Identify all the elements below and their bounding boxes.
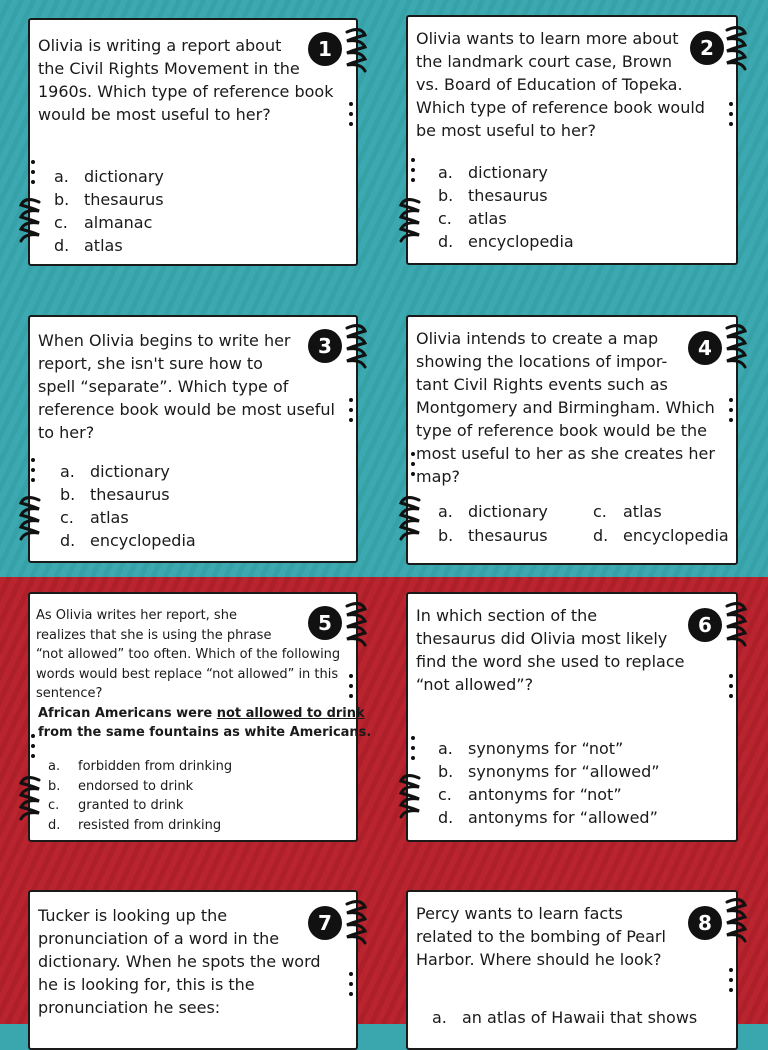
dots-decoration-icon — [410, 450, 416, 480]
card-number-badge: 3 — [308, 329, 342, 363]
option-a: a. an atlas of Hawaii that shows — [432, 1008, 698, 1027]
option-a: a. dictionary — [438, 163, 548, 182]
dots-decoration-icon — [410, 156, 416, 186]
answer-options — [438, 737, 660, 829]
spiral-binding-icon — [724, 322, 750, 374]
spiral-binding-icon — [16, 196, 42, 248]
dots-decoration-icon — [728, 672, 734, 702]
answer-options — [54, 165, 164, 257]
question-text: As Olivia writes her report, she realizes that she is using the phrase “not allowed” too often. Which of the following words would best replace “not allowed” in this sentence? — [36, 608, 341, 701]
dots-decoration-icon — [728, 100, 734, 130]
dots-decoration-icon — [410, 734, 416, 764]
option-a: a. synonyms for “not” — [438, 739, 624, 758]
task-card-4 — [406, 315, 738, 565]
question-text: Olivia wants to learn more about the landmark court case, Brown vs. Board of Education of Topeka. Which type of reference book would be most useful to her? — [416, 29, 705, 140]
card-number-badge: 4 — [688, 331, 722, 365]
option-b: b. thesaurus — [54, 190, 164, 209]
question-text: In which section of the thesaurus did Olivia most likely find the word she used to replace “not allowed”? — [416, 606, 685, 694]
answer-options — [432, 1006, 697, 1029]
task-card-3 — [28, 315, 358, 563]
task-card-1 — [28, 18, 358, 266]
task-card-6 — [406, 592, 738, 842]
option-b: b. synonyms for “allowed” — [438, 762, 660, 781]
option-b: b. thesaurus — [438, 526, 548, 545]
dots-decoration-icon — [30, 158, 36, 188]
question-text: Percy wants to learn facts related to the bombing of Pearl Harbor. Where should he look? — [416, 904, 666, 969]
card-number-badge: 2 — [690, 31, 724, 65]
option-c: c. atlas — [593, 502, 662, 521]
question-text: Tucker is looking up the pronunciation of a word in the dictionary. When he spots the word he is looking for, this is the pronunciation he sees: — [38, 906, 321, 1017]
spiral-binding-icon — [396, 772, 422, 824]
spiral-binding-icon — [344, 26, 370, 78]
task-card-7 — [28, 890, 358, 1050]
option-c: c. almanac — [54, 213, 153, 232]
dots-decoration-icon — [348, 672, 354, 702]
option-a: a. dictionary — [54, 167, 164, 186]
option-c: c. antonyms for “not” — [438, 785, 622, 804]
spiral-binding-icon — [396, 494, 422, 546]
spiral-binding-icon — [396, 196, 422, 248]
answer-options — [438, 500, 748, 548]
question-text: Olivia intends to create a map showing the locations of impor- tant Civil Rights events such as Montgomery and Birmingham. Which type of reference book would be the most useful to her as she creates her map? — [416, 329, 715, 486]
card-number-badge: 5 — [308, 606, 342, 640]
task-card-2 — [406, 15, 738, 265]
dots-decoration-icon — [728, 966, 734, 996]
option-b: b. endorsed to drink — [48, 778, 194, 794]
spiral-binding-icon — [724, 600, 750, 652]
option-a: a. forbidden from drinking — [48, 759, 233, 774]
example-sentence: African Americans were not allowed to drink from the same fountains as white Americans. — [38, 706, 372, 740]
option-c: c. atlas — [438, 209, 507, 228]
question-text: When Olivia begins to write her report, she isn't sure how to spell “separate”. Which type of reference book would be most useful to her? — [38, 331, 335, 442]
option-a: a. dictionary — [60, 462, 170, 481]
option-d: d. atlas — [54, 236, 123, 255]
dots-decoration-icon — [30, 732, 36, 762]
dots-decoration-icon — [348, 396, 354, 426]
dots-decoration-icon — [348, 100, 354, 130]
dots-decoration-icon — [30, 456, 36, 486]
option-d: d. antonyms for “allowed” — [438, 808, 658, 827]
option-b: b. thesaurus — [60, 485, 170, 504]
card-number-badge: 6 — [688, 608, 722, 642]
option-d: d. encyclopedia — [593, 526, 729, 545]
question-text: Olivia is writing a report about the Civil Rights Movement in the 1960s. Which type of reference book would be most useful to her? — [38, 36, 334, 124]
answer-options — [48, 757, 232, 835]
spiral-binding-icon — [16, 774, 42, 826]
card-number-badge: 8 — [688, 906, 722, 940]
option-a: a. dictionary — [438, 502, 548, 521]
dots-decoration-icon — [728, 396, 734, 426]
spiral-binding-icon — [344, 600, 370, 652]
card-number-badge: 7 — [308, 906, 342, 940]
spiral-binding-icon — [344, 898, 370, 950]
task-card-5 — [28, 592, 372, 842]
card-number-badge: 1 — [308, 32, 342, 66]
option-b: b. thesaurus — [438, 186, 548, 205]
spiral-binding-icon — [724, 24, 750, 76]
task-card-8 — [406, 890, 738, 1050]
option-d: d. encyclopedia — [438, 232, 574, 251]
answer-options — [60, 460, 196, 552]
option-d: d. resisted from drinking — [48, 817, 222, 833]
option-c: c. granted to drink — [48, 798, 184, 813]
option-d: d. encyclopedia — [60, 531, 196, 550]
spiral-binding-icon — [344, 322, 370, 374]
option-c: c. atlas — [60, 508, 129, 527]
answer-options — [438, 161, 574, 253]
spiral-binding-icon — [724, 896, 750, 948]
spiral-binding-icon — [16, 494, 42, 546]
dots-decoration-icon — [348, 970, 354, 1000]
